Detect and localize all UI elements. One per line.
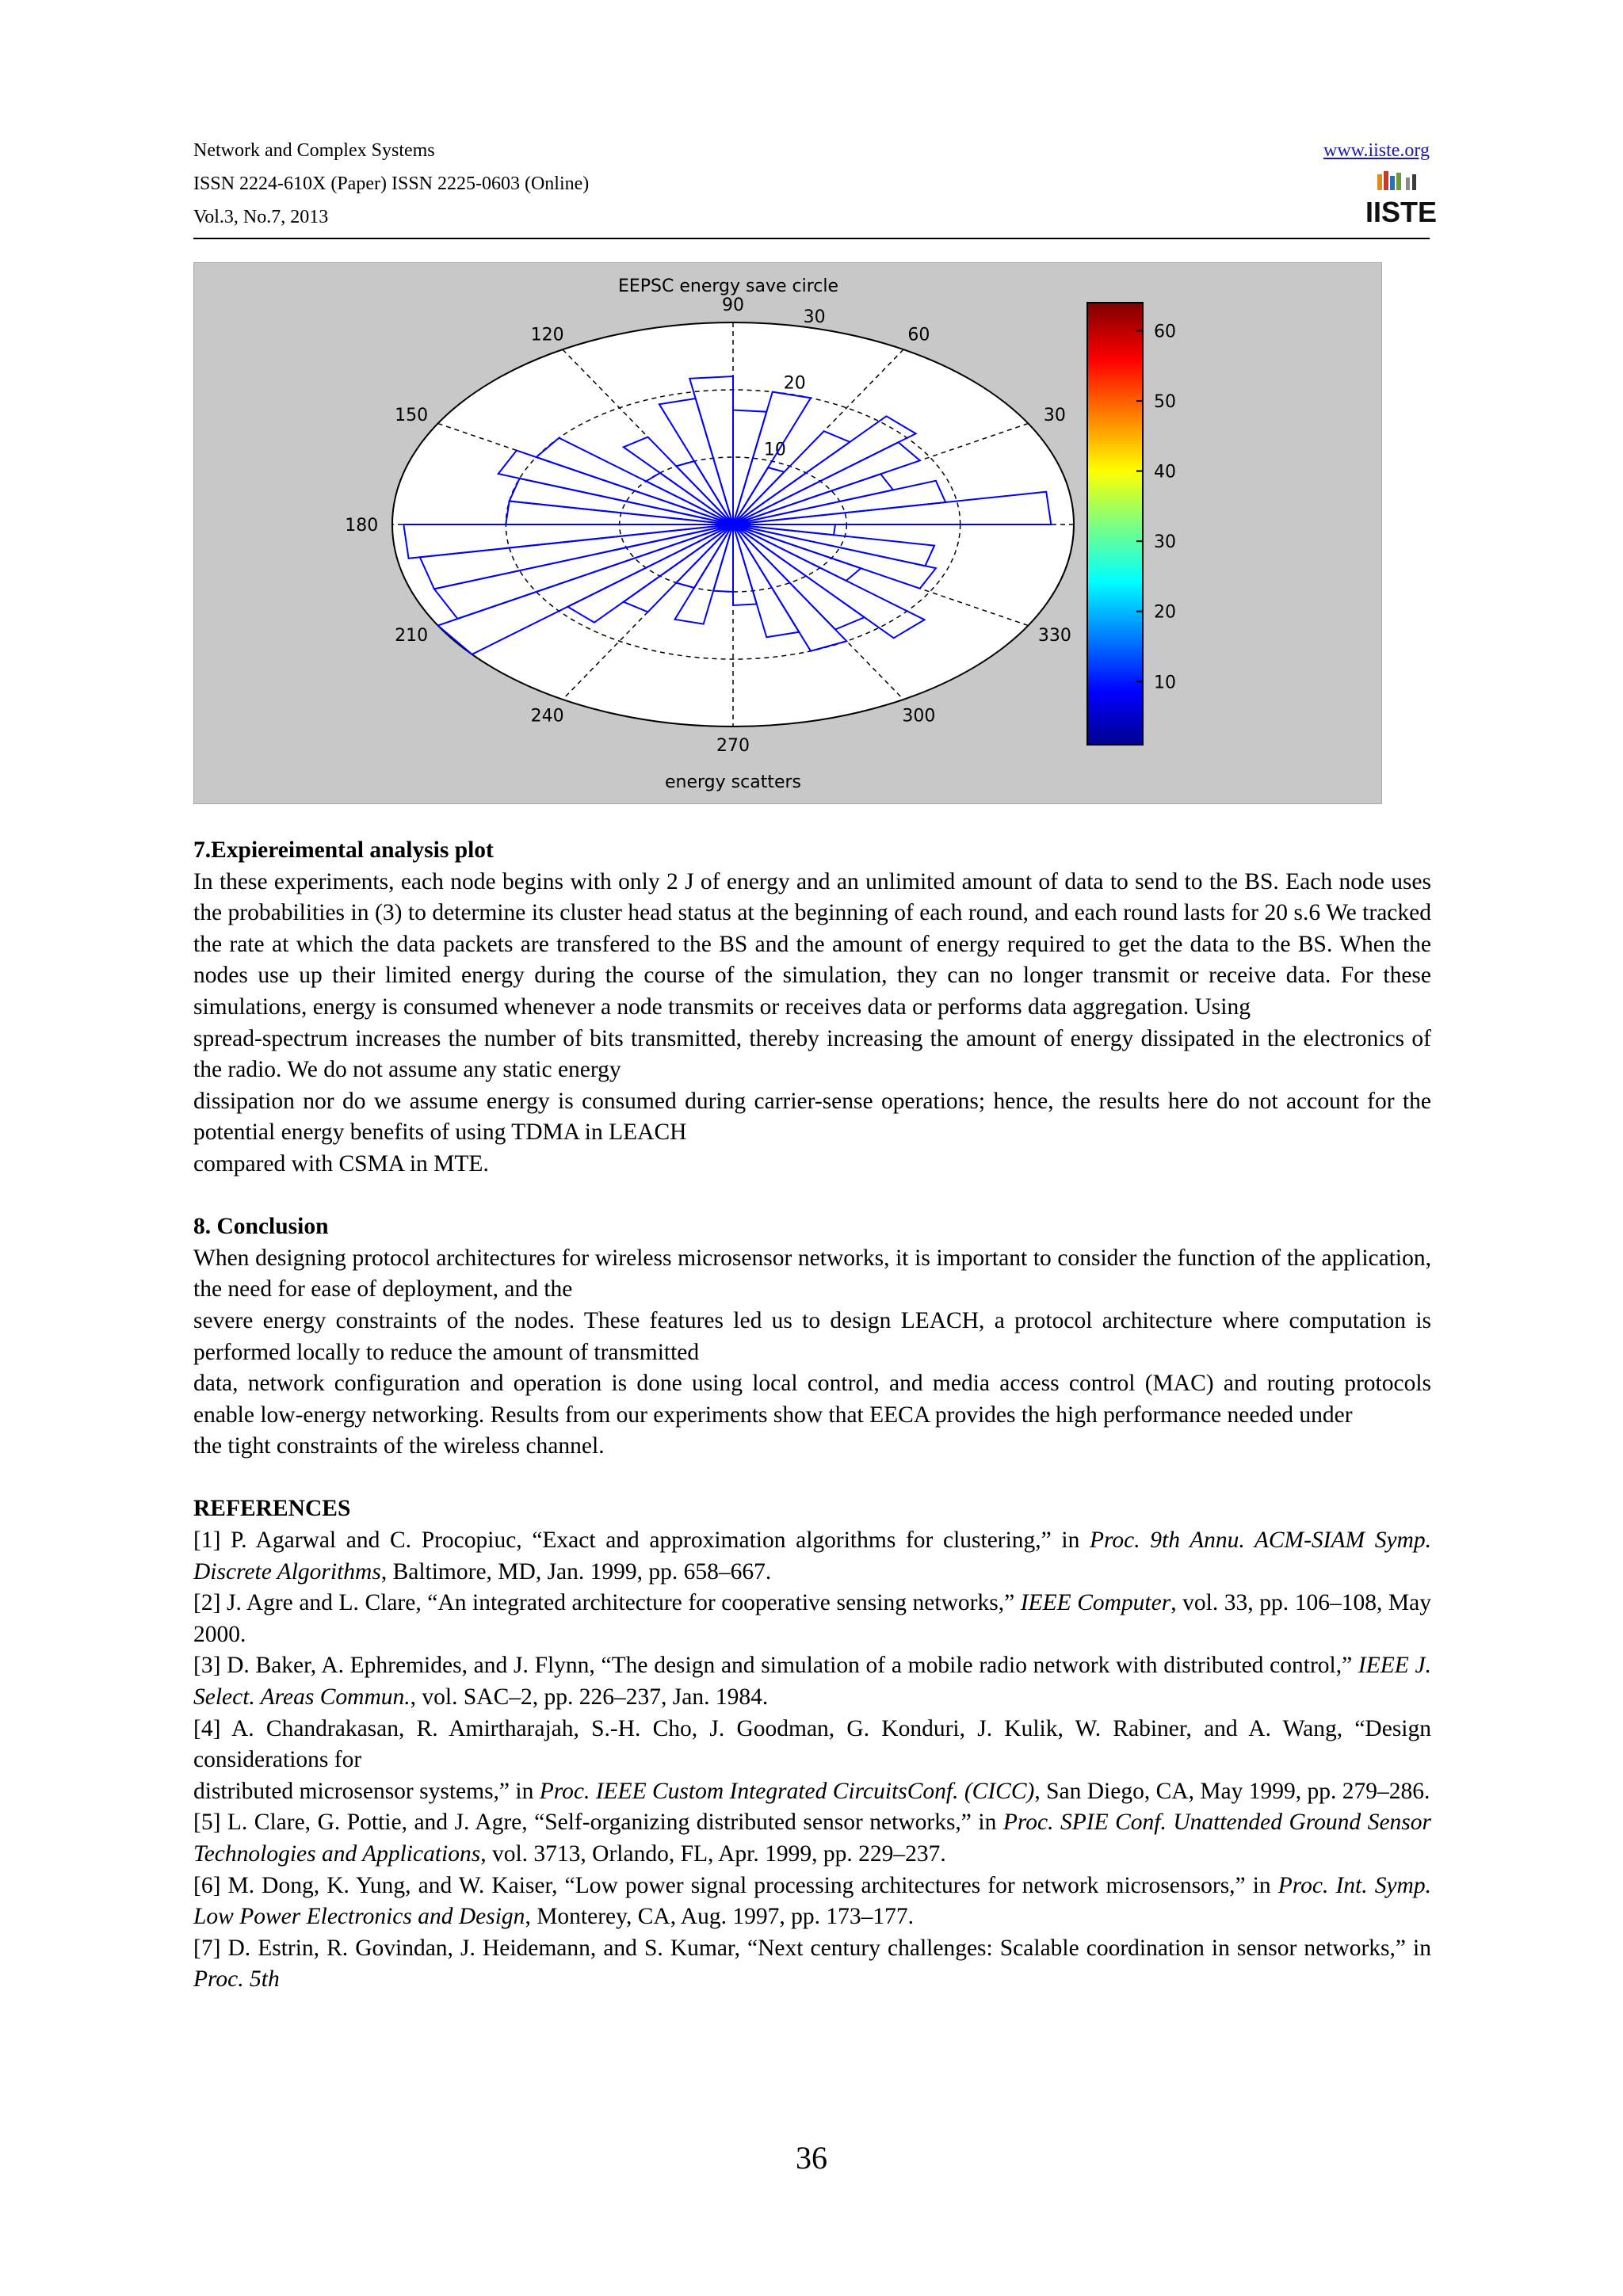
logo-text: IISTE: [1365, 196, 1438, 228]
reference-item: [4] A. Chandrakasan, R. Amirtharajah, S.-H. Cho, J. Goodman, G. Konduri, J. Kulik, W. Rabiner, and A. Wang, “Design considerations for: [193, 1715, 1431, 1773]
colorbar-tick-label: 50: [1154, 392, 1176, 412]
section7-paragraph: compared with CSMA in MTE.: [193, 1150, 489, 1177]
section8-paragraph: When designing protocol architectures for wireless microsensor networks, it is important to consider the function of the application, the need for ease of deployment, and the: [193, 1245, 1431, 1302]
angle-tick-label: 60: [907, 325, 930, 345]
reference-item: [5] L. Clare, G. Pottie, and J. Agre, “Self-organizing distributed sensor networks,” in Proc. SPIE Conf. Unattended Ground Sensor Technologies and Applications, vol. 3713, Orlando, FL, Apr. 1999, pp. 229–237.: [193, 1810, 1431, 1867]
reference-item: distributed microsensor systems,” in Proc. IEEE Custom Integrated CircuitsConf. (CICC), San Diego, CA, May 1999, pp. 279–286.: [193, 1778, 1430, 1804]
header-rule: [193, 238, 1430, 239]
chart-title: EEPSC energy save circle: [617, 277, 839, 296]
radial-tick-label: 30: [803, 307, 826, 327]
journal-website-link[interactable]: www.iiste.org: [1323, 140, 1430, 161]
angle-tick-label: 270: [716, 735, 750, 756]
section7-paragraph: dissipation nor do we assume energy is consumed during carrier-sense operations; hence, the results here do not account for the potential energy benefits of using TDMA in LEACH: [193, 1088, 1431, 1146]
reference-item: [7] D. Estrin, R. Govindan, J. Heidemann, and S. Kumar, “Next century challenges: Scalable coordination in sensor networks,” in Proc. 5th: [193, 1935, 1431, 1993]
references-heading: REFERENCES: [193, 1496, 351, 1522]
polar-figure: [193, 262, 1382, 804]
colorbar-tick-label: 40: [1154, 462, 1176, 482]
colorbar-tick-label: 10: [1154, 673, 1176, 693]
colorbar: [1087, 303, 1143, 745]
colorbar-tick-label: 30: [1154, 532, 1176, 553]
polar-chart: [194, 263, 1383, 805]
radial-tick-label: 20: [783, 373, 806, 394]
reference-item: [6] M. Dong, K. Yung, and W. Kaiser, “Low power signal processing architectures for network microsensors,” in Proc. Int. Symp. Low Power Electronics and Design, Monterey, CA, Aug. 1997, pp. 173–177.: [193, 1872, 1431, 1930]
section8-paragraph: the tight constraints of the wireless channel.: [193, 1433, 605, 1459]
page-number: 36: [796, 2140, 827, 2176]
angle-tick-label: 120: [530, 325, 564, 345]
section7-paragraph: spread-spectrum increases the number of bits transmitted, thereby increasing the amount of energy dissipated in the electronics of the radio. We do not assume any static energy: [193, 1025, 1431, 1083]
issn-line: ISSN 2224-610X (Paper) ISSN 2225-0603 (Online): [193, 174, 590, 194]
page-header: [193, 135, 1438, 236]
iiste-logo: [1365, 170, 1438, 230]
section7-paragraph: In these experiments, each node begins with only 2 J of energy and an unlimited amount of data to send to the BS. Each node uses the probabilities in (3) to determine its cluster head status at the beginning of each round, and each round lasts for 20 s.6 We tracked the rate at which the data packets are transfered to the BS and the amount of energy required to get the data to the BS. When the nodes use up their limited energy during the course of the simulation, they can no longer transmit or receive data. For these simulations, energy is consumed whenever a node transmits or receives data or performs data aggregation. Using: [193, 868, 1431, 1020]
angle-tick-label: 150: [395, 406, 429, 426]
angle-tick-label: 180: [345, 516, 379, 536]
angle-tick-label: 210: [395, 625, 429, 646]
reference-item: [3] D. Baker, A. Ephremides, and J. Flynn, “The design and simulation of a mobile radio network with distributed control,” IEEE J. Select. Areas Commun., vol. SAC–2, pp. 226–237, Jan. 1984.: [193, 1653, 1432, 1711]
section7-heading: 7.Expiereimental analysis plot: [193, 837, 494, 863]
colorbar-tick-label: 20: [1154, 602, 1176, 623]
reference-item: [1] P. Agarwal and C. Procopiuc, “Exact and approximation algorithms for clustering,” in Proc. 9th Annu. ACM-SIAM Symp. Discrete Algorithms, Baltimore, MD, Jan. 1999, pp. 658–667.: [193, 1527, 1432, 1585]
section8-paragraph: severe energy constraints of the nodes. These features led us to design LEACH, a protocol architecture where computation is performed locally to reduce the amount of transmitted: [193, 1307, 1431, 1365]
volume-line: Vol.3, No.7, 2013: [193, 207, 329, 227]
section8-paragraph: data, network configuration and operation is done using local control, and media access control (MAC) and routing protocols enable low-energy networking. Results from our experiments show that EECA provides the high performance needed under: [193, 1371, 1431, 1428]
radial-tick-label: 10: [763, 440, 786, 460]
angle-tick-label: 30: [1043, 406, 1066, 426]
journal-name: Network and Complex Systems: [193, 140, 435, 161]
angle-tick-label: 90: [722, 296, 744, 316]
reference-item: [2] J. Agre and L. Clare, “An integrated architecture for cooperative sensing networks,” IEEE Computer, vol. 33, pp. 106–108, May 2000.: [193, 1590, 1431, 1647]
angle-tick-label: 300: [902, 706, 936, 727]
chart-xlabel: energy scatters: [665, 772, 801, 792]
angle-tick-label: 330: [1037, 625, 1071, 646]
body-text: [193, 835, 1431, 1996]
section8-heading: 8. Conclusion: [193, 1214, 329, 1240]
angle-tick-label: 240: [530, 706, 564, 727]
colorbar-tick-label: 60: [1154, 322, 1176, 342]
